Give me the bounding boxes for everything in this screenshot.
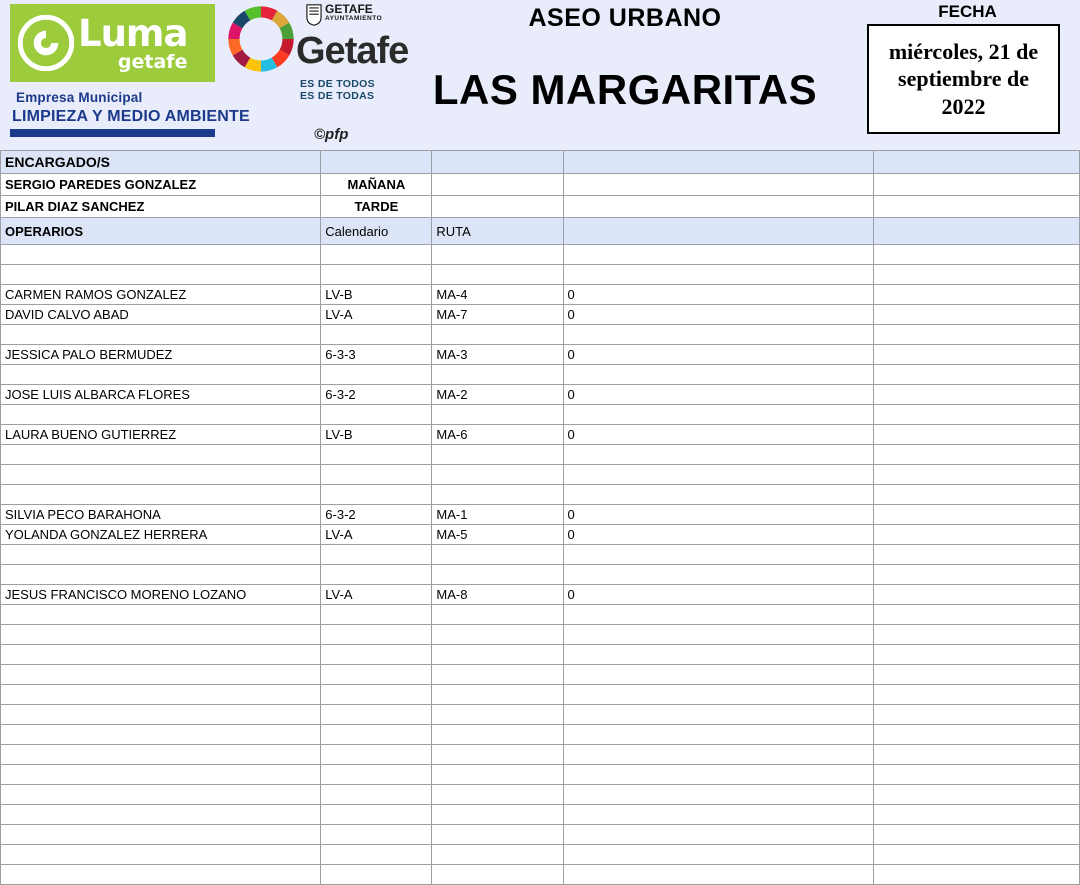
cell-ruta[interactable]: [432, 645, 563, 665]
cell-operario-name[interactable]: [1, 645, 321, 665]
table-row-operarios-header: [1, 218, 1080, 245]
table-row-supervisor: [1, 196, 1080, 218]
cell-extra[interactable]: [873, 465, 1079, 485]
cell-operario-name[interactable]: [1, 485, 321, 505]
cell-observaciones[interactable]: 0: [563, 585, 873, 605]
operarios-blank-2: [873, 218, 1079, 245]
table-row: [1, 245, 1080, 265]
cell-calendario[interactable]: [321, 625, 432, 645]
cell-calendario[interactable]: [321, 825, 432, 845]
cell-calendario[interactable]: [321, 545, 432, 565]
cell-observaciones[interactable]: 0: [563, 505, 873, 525]
cell-extra[interactable]: [873, 805, 1079, 825]
sdg-line-1: ES DE TODOS: [300, 78, 375, 90]
cell-extra[interactable]: [873, 645, 1079, 665]
cell-observaciones[interactable]: [563, 705, 873, 725]
date-area: [865, 0, 1080, 150]
cell-operario-name[interactable]: [1, 705, 321, 725]
sdg-line-2: ES DE TODAS: [300, 90, 375, 103]
cell-extra[interactable]: [873, 785, 1079, 805]
cell-extra[interactable]: [873, 545, 1079, 565]
getafe-shield-text: [325, 3, 382, 22]
cell-calendario[interactable]: 6-3-2: [321, 505, 432, 525]
supervisor-blank-2: [563, 174, 873, 196]
cell-operario-name[interactable]: [1, 405, 321, 425]
logo-area: [0, 0, 409, 150]
table-row: [1, 485, 1080, 505]
company-line-1: Empresa Municipal: [16, 90, 143, 105]
cell-ruta[interactable]: [432, 825, 563, 845]
getafe-shield-icon: [306, 4, 322, 26]
cell-extra[interactable]: [873, 245, 1079, 265]
cell-extra[interactable]: [873, 725, 1079, 745]
cell-ruta[interactable]: MA-4: [432, 285, 563, 305]
cell-extra[interactable]: [873, 305, 1079, 325]
cell-observaciones[interactable]: [563, 565, 873, 585]
author-credit: ©pfp: [314, 126, 349, 143]
table-row: [1, 765, 1080, 785]
cell-operario-name[interactable]: [1, 685, 321, 705]
cell-extra[interactable]: [873, 625, 1079, 645]
cell-extra[interactable]: [873, 325, 1079, 345]
cell-observaciones[interactable]: [563, 325, 873, 345]
cell-ruta[interactable]: [432, 765, 563, 785]
cell-operario-name[interactable]: [1, 265, 321, 285]
table-row: [1, 685, 1080, 705]
cell-operario-name[interactable]: [1, 785, 321, 805]
cell-ruta[interactable]: MA-6: [432, 425, 563, 445]
cell-extra[interactable]: [873, 505, 1079, 525]
cell-ruta[interactable]: [432, 785, 563, 805]
cell-observaciones[interactable]: [563, 725, 873, 745]
cell-calendario[interactable]: [321, 485, 432, 505]
cell-calendario[interactable]: LV-A: [321, 585, 432, 605]
supervisor-shift: TARDE: [321, 196, 432, 218]
cell-operario-name[interactable]: [1, 665, 321, 685]
supervisor-blank-1: [432, 196, 563, 218]
cell-operario-name[interactable]: [1, 825, 321, 845]
table-row: [1, 525, 1080, 545]
cell-extra[interactable]: [873, 705, 1079, 725]
cell-operario-name[interactable]: JESSICA PALO BERMUDEZ: [1, 345, 321, 365]
cell-calendario[interactable]: LV-A: [321, 305, 432, 325]
cell-calendario[interactable]: LV-B: [321, 285, 432, 305]
cell-operario-name[interactable]: DAVID CALVO ABAD: [1, 305, 321, 325]
cell-observaciones[interactable]: [563, 825, 873, 845]
getafe-shield-line1: GETAFE: [325, 2, 373, 16]
document-subtitle: ASEO URBANO: [528, 4, 722, 32]
cell-operario-name[interactable]: [1, 565, 321, 585]
cell-extra[interactable]: [873, 685, 1079, 705]
sdg-tagline: [300, 78, 375, 102]
cell-calendario[interactable]: LV-A: [321, 525, 432, 545]
cell-ruta[interactable]: MA-5: [432, 525, 563, 545]
encargados-title: ENCARGADO/S: [1, 151, 321, 174]
cell-calendario[interactable]: [321, 605, 432, 625]
cell-calendario[interactable]: [321, 665, 432, 685]
cell-operario-name[interactable]: [1, 725, 321, 745]
cell-ruta[interactable]: [432, 865, 563, 885]
title-area: [385, 0, 865, 150]
cell-observaciones[interactable]: [563, 645, 873, 665]
cell-ruta[interactable]: [432, 845, 563, 865]
cell-operario-name[interactable]: [1, 245, 321, 265]
table-body: [1, 151, 1080, 885]
encargados-blank-4: [873, 151, 1079, 174]
getafe-shield-line2: AYUNTAMIENTO: [325, 14, 383, 22]
table-row: [1, 845, 1080, 865]
table-row: [1, 465, 1080, 485]
cell-ruta[interactable]: [432, 665, 563, 685]
cell-calendario[interactable]: [321, 765, 432, 785]
table-row: [1, 585, 1080, 605]
cell-observaciones[interactable]: 0: [563, 425, 873, 445]
cell-ruta[interactable]: MA-1: [432, 505, 563, 525]
cell-observaciones[interactable]: 0: [563, 345, 873, 365]
cell-ruta[interactable]: [432, 245, 563, 265]
cell-calendario[interactable]: [321, 245, 432, 265]
cell-extra[interactable]: [873, 485, 1079, 505]
cell-operario-name[interactable]: [1, 605, 321, 625]
supervisor-shift: MAÑANA: [321, 174, 432, 196]
cell-ruta[interactable]: [432, 745, 563, 765]
cell-extra[interactable]: [873, 665, 1079, 685]
cell-ruta[interactable]: [432, 265, 563, 285]
cell-calendario[interactable]: [321, 445, 432, 465]
cell-extra[interactable]: [873, 865, 1079, 885]
cell-extra[interactable]: [873, 445, 1079, 465]
cell-observaciones[interactable]: [563, 865, 873, 885]
date-box: [867, 24, 1060, 134]
cell-operario-name[interactable]: [1, 745, 321, 765]
document-header: [0, 0, 1080, 150]
cell-observaciones[interactable]: [563, 805, 873, 825]
luma-swirl-icon: [18, 15, 74, 71]
cell-extra[interactable]: [873, 285, 1079, 305]
supervisor-blank-2: [563, 196, 873, 218]
encargados-blank-3: [563, 151, 873, 174]
blue-rule: [10, 129, 215, 137]
cell-observaciones[interactable]: [563, 665, 873, 685]
supervisor-blank-3: [873, 174, 1079, 196]
luma-logo: [10, 4, 215, 82]
cell-extra[interactable]: [873, 365, 1079, 385]
cell-observaciones[interactable]: [563, 625, 873, 645]
cell-operario-name[interactable]: [1, 465, 321, 485]
cell-observaciones[interactable]: [563, 845, 873, 865]
luma-wordmark: [78, 11, 188, 73]
table-row: [1, 285, 1080, 305]
cell-calendario[interactable]: [321, 845, 432, 865]
operarios-blank-1: [563, 218, 873, 245]
supervisor-name: PILAR DIAZ SANCHEZ: [1, 196, 321, 218]
cell-calendario[interactable]: LV-B: [321, 425, 432, 445]
table-row: [1, 385, 1080, 405]
cell-calendario[interactable]: [321, 785, 432, 805]
cell-extra[interactable]: [873, 745, 1079, 765]
cell-observaciones[interactable]: 0: [563, 285, 873, 305]
cell-observaciones[interactable]: 0: [563, 525, 873, 545]
cell-ruta[interactable]: [432, 445, 563, 465]
cell-operario-name[interactable]: SILVIA PECO BARAHONA: [1, 505, 321, 525]
table-row-supervisor: [1, 174, 1080, 196]
cell-calendario[interactable]: 6-3-2: [321, 385, 432, 405]
table-row: [1, 565, 1080, 585]
cell-operario-name[interactable]: [1, 545, 321, 565]
cell-extra[interactable]: [873, 345, 1079, 365]
cell-ruta[interactable]: [432, 565, 563, 585]
table-row: [1, 745, 1080, 765]
cell-ruta[interactable]: [432, 365, 563, 385]
cell-observaciones[interactable]: 0: [563, 305, 873, 325]
cell-observaciones[interactable]: [563, 445, 873, 465]
cell-calendario[interactable]: [321, 465, 432, 485]
cell-ruta[interactable]: MA-2: [432, 385, 563, 405]
supervisor-blank-3: [873, 196, 1079, 218]
table-row: [1, 365, 1080, 385]
table-row: [1, 325, 1080, 345]
date-label: FECHA: [938, 2, 997, 21]
cell-calendario[interactable]: [321, 365, 432, 385]
column-header-ruta: RUTA: [432, 218, 563, 245]
table-row: [1, 725, 1080, 745]
cell-observaciones[interactable]: 0: [563, 385, 873, 405]
cell-calendario[interactable]: [321, 645, 432, 665]
cell-ruta[interactable]: [432, 485, 563, 505]
cell-observaciones[interactable]: [563, 365, 873, 385]
cell-extra[interactable]: [873, 525, 1079, 545]
cell-observaciones[interactable]: [563, 785, 873, 805]
cell-ruta[interactable]: [432, 725, 563, 745]
cell-ruta[interactable]: [432, 685, 563, 705]
table-row: [1, 405, 1080, 425]
table-row: [1, 705, 1080, 725]
cell-ruta[interactable]: MA-8: [432, 585, 563, 605]
cell-ruta[interactable]: MA-3: [432, 345, 563, 365]
cell-ruta[interactable]: [432, 625, 563, 645]
table-row: [1, 665, 1080, 685]
table-row: [1, 445, 1080, 465]
cell-extra[interactable]: [873, 585, 1079, 605]
encargados-blank-2: [432, 151, 563, 174]
supervisor-name: SERGIO PAREDES GONZALEZ: [1, 174, 321, 196]
cell-calendario[interactable]: [321, 405, 432, 425]
luma-sub: getafe: [117, 50, 188, 73]
table-row: [1, 805, 1080, 825]
table-row: [1, 645, 1080, 665]
cell-operario-name[interactable]: [1, 325, 321, 345]
cell-calendario[interactable]: [321, 865, 432, 885]
cell-extra[interactable]: [873, 765, 1079, 785]
cell-operario-name[interactable]: [1, 445, 321, 465]
table-row: [1, 345, 1080, 365]
cell-ruta[interactable]: [432, 465, 563, 485]
encargados-blank-1: [321, 151, 432, 174]
cell-operario-name[interactable]: JESUS FRANCISCO MORENO LOZANO: [1, 585, 321, 605]
table-row: [1, 825, 1080, 845]
cell-calendario[interactable]: [321, 565, 432, 585]
cell-extra[interactable]: [873, 845, 1079, 865]
cell-observaciones[interactable]: [563, 545, 873, 565]
company-line-2: LIMPIEZA Y MEDIO AMBIENTE: [12, 108, 250, 125]
cell-observaciones[interactable]: [563, 745, 873, 765]
column-header-calendario: Calendario: [321, 218, 432, 245]
table-row: [1, 305, 1080, 325]
cell-operario-name[interactable]: LAURA BUENO GUTIERREZ: [1, 425, 321, 445]
cell-extra[interactable]: [873, 825, 1079, 845]
date-value: miércoles, 21 de septiembre de 2022: [888, 38, 1039, 119]
cell-observaciones[interactable]: [563, 405, 873, 425]
cell-extra[interactable]: [873, 265, 1079, 285]
table-row: [1, 425, 1080, 445]
cell-operario-name[interactable]: [1, 805, 321, 825]
cell-ruta[interactable]: [432, 545, 563, 565]
cell-calendario[interactable]: 6-3-3: [321, 345, 432, 365]
cell-calendario[interactable]: [321, 805, 432, 825]
sdg-wheel-icon: [228, 6, 294, 72]
supervisor-blank-1: [432, 174, 563, 196]
cell-calendario[interactable]: [321, 265, 432, 285]
cell-extra[interactable]: [873, 385, 1079, 405]
cell-ruta[interactable]: [432, 325, 563, 345]
cell-calendario[interactable]: [321, 725, 432, 745]
operarios-title: OPERARIOS: [1, 218, 321, 245]
cell-observaciones[interactable]: [563, 485, 873, 505]
cell-ruta[interactable]: MA-7: [432, 305, 563, 325]
table-row: [1, 865, 1080, 885]
cell-extra[interactable]: [873, 405, 1079, 425]
page-title: LAS MARGARITAS: [432, 66, 818, 113]
cell-operario-name[interactable]: [1, 845, 321, 865]
cell-operario-name[interactable]: [1, 365, 321, 385]
table-row: [1, 545, 1080, 565]
cell-operario-name[interactable]: [1, 865, 321, 885]
cell-operario-name[interactable]: YOLANDA GONZALEZ HERRERA: [1, 525, 321, 545]
cell-extra[interactable]: [873, 425, 1079, 445]
cell-calendario[interactable]: [321, 705, 432, 725]
cell-ruta[interactable]: [432, 705, 563, 725]
table-row: [1, 605, 1080, 625]
cell-observaciones[interactable]: [563, 265, 873, 285]
cell-ruta[interactable]: [432, 805, 563, 825]
cell-calendario[interactable]: [321, 325, 432, 345]
table-row: [1, 785, 1080, 805]
assignments-table: [0, 150, 1080, 885]
cell-observaciones[interactable]: [563, 465, 873, 485]
cell-operario-name[interactable]: [1, 625, 321, 645]
cell-ruta[interactable]: [432, 605, 563, 625]
cell-ruta[interactable]: [432, 405, 563, 425]
cell-observaciones[interactable]: [563, 605, 873, 625]
cell-calendario[interactable]: [321, 745, 432, 765]
luma-word: Luma: [78, 11, 188, 55]
cell-observaciones[interactable]: [563, 685, 873, 705]
table-row: [1, 505, 1080, 525]
cell-observaciones[interactable]: [563, 245, 873, 265]
getafe-wordmark: Getafe: [296, 30, 409, 72]
cell-operario-name[interactable]: [1, 765, 321, 785]
cell-extra[interactable]: [873, 605, 1079, 625]
table-row-encargados-header: [1, 151, 1080, 174]
cell-observaciones[interactable]: [563, 765, 873, 785]
cell-extra[interactable]: [873, 565, 1079, 585]
cell-calendario[interactable]: [321, 685, 432, 705]
cell-operario-name[interactable]: CARMEN RAMOS GONZALEZ: [1, 285, 321, 305]
table-row: [1, 625, 1080, 645]
table-row: [1, 265, 1080, 285]
cell-operario-name[interactable]: JOSE LUIS ALBARCA FLORES: [1, 385, 321, 405]
